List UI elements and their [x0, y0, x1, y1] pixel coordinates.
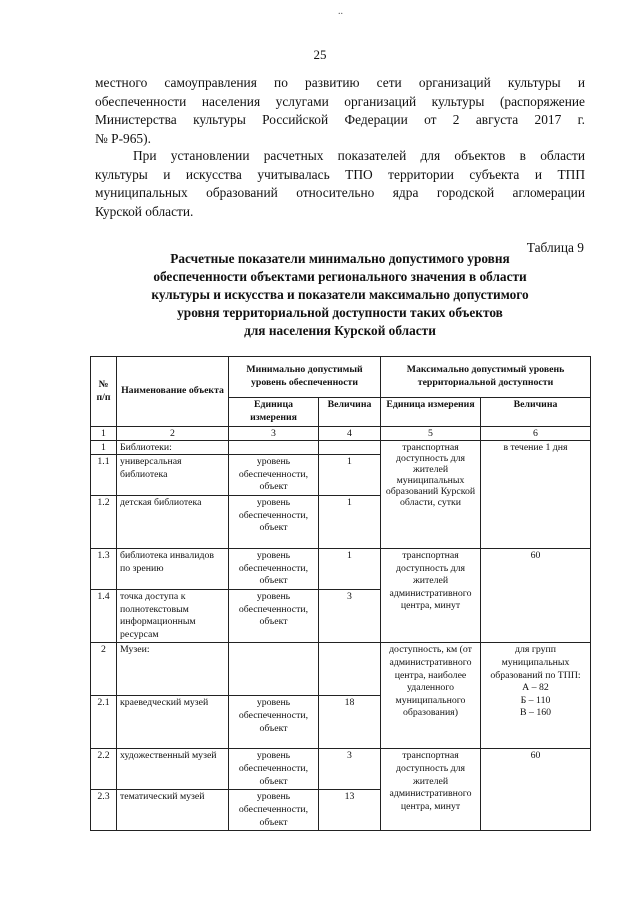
row-value: 3	[319, 590, 381, 643]
row-value-empty	[319, 643, 381, 696]
col-number: 2	[117, 427, 229, 441]
paragraph-2	[95, 147, 585, 221]
museums-access-intro: для групп муниципальных образований по ТПП:	[490, 644, 581, 681]
row-num: 2.1	[91, 696, 117, 749]
table-title-line: уровня территориальной доступности таких объектов	[177, 305, 503, 320]
header-value: Величина	[319, 398, 381, 427]
paragraph-2-line: При установлении расчетных показателей для объектов в области	[133, 148, 585, 163]
row-num: 1.2	[91, 496, 117, 549]
row-unit: уровень обеспеченности, объект	[229, 496, 319, 549]
row-num: 1.1	[91, 455, 117, 496]
col-number: 5	[381, 427, 481, 441]
row-name: библиотека инвалидов по зрению	[117, 549, 229, 590]
museums-access-group-b: Б – 110	[520, 694, 551, 706]
row-value: 1	[319, 496, 381, 549]
row-name: художественный музей	[117, 749, 229, 790]
row-num: 1.4	[91, 590, 117, 643]
libraries-access-unit: транспортная доступность для жителей муниципальных образований Курской области, сутки	[381, 441, 481, 549]
row-name: точка доступа к полнотекстовым информационным ресурсам	[117, 590, 229, 643]
museum-center-access-value: 60	[481, 749, 591, 831]
table-title	[90, 250, 590, 340]
row-unit-empty	[229, 441, 319, 455]
paragraph-2-line: муниципальных образований относительно ядра городской агломерации	[95, 185, 585, 201]
paragraph-1-line: Министерства культуры Российской Федерации от 2 августа 2017 г.	[95, 112, 585, 128]
row-unit-empty	[229, 643, 319, 696]
row-unit: уровень обеспеченности, объект	[229, 549, 319, 590]
row-name: универсальная библиотека	[117, 455, 229, 496]
row-value: 3	[319, 749, 381, 790]
row-unit: уровень обеспеченности, объект	[229, 790, 319, 831]
header-min-group: Минимально допустимый уровень обеспеченности	[229, 357, 381, 398]
row-value: 1	[319, 455, 381, 496]
paragraph-2-line: Курской области.	[95, 203, 194, 219]
indicators-table	[90, 356, 591, 831]
museum-center-access-unit: транспортная доступность для жителей административного центра, минут	[381, 749, 481, 831]
museums-access-group-a: А – 82	[522, 682, 549, 694]
paragraph-1-line: местного самоуправления по развитию сети организаций культуры и	[95, 75, 585, 90]
row-value: 1	[319, 549, 381, 590]
paragraph-1-line: № Р-965).	[95, 130, 151, 146]
row-unit: уровень обеспеченности, объект	[229, 455, 319, 496]
row-num: 2.3	[91, 790, 117, 831]
row-name: Библиотеки:	[117, 441, 229, 455]
row-name: Музеи:	[117, 643, 229, 696]
row-num: 1.3	[91, 549, 117, 590]
header-name: Наименование объекта	[117, 357, 229, 427]
row-value-empty	[319, 441, 381, 455]
header-num: № п/п	[91, 357, 117, 427]
paragraph-1-line: обеспеченности населения услугами организаций культуры (распоряжение	[95, 93, 585, 109]
museums-access-unit: доступность, км (от административного центра, наиболее удаленного муниципального образования)	[381, 643, 481, 749]
header-unit-2: Единица измерения	[381, 398, 481, 427]
row-num: 1	[91, 441, 117, 455]
table-title-line: обеспеченности объектами регионального значения в области	[153, 269, 527, 284]
libraries-access-value: в течение 1 дня	[481, 441, 591, 549]
table-title-line: Расчетные показатели минимально допустимого уровня	[170, 251, 510, 266]
col-number: 6	[481, 427, 591, 441]
library-center-access-unit: транспортная доступность для жителей административного центра, минут	[381, 549, 481, 643]
row-num: 2	[91, 643, 117, 696]
header-dots: ..	[338, 6, 343, 17]
header-value-2: Величина	[481, 398, 591, 427]
table-title-line: культуры и искусства и показатели максимально допустимого	[151, 287, 529, 302]
page-number: 25	[313, 47, 327, 62]
col-number: 3	[229, 427, 319, 441]
row-unit: уровень обеспеченности, объект	[229, 696, 319, 749]
row-name: краеведческий музей	[117, 696, 229, 749]
header-unit: Единица измерения	[229, 398, 319, 427]
row-value: 13	[319, 790, 381, 831]
table-title-line: для населения Курской области	[244, 323, 436, 338]
header-max-group: Максимально допустимый уровень территориальной доступности	[381, 357, 591, 398]
col-number: 1	[91, 427, 117, 441]
row-name: детская библиотека	[117, 496, 229, 549]
row-unit: уровень обеспеченности, объект	[229, 749, 319, 790]
table-label: Таблица 9	[526, 240, 584, 255]
row-num: 2.2	[91, 749, 117, 790]
row-value: 18	[319, 696, 381, 749]
row-name: тематический музей	[117, 790, 229, 831]
museums-access-group-c: В – 160	[519, 707, 552, 719]
row-unit: уровень обеспеченности, объект	[229, 590, 319, 643]
library-center-access-value: 60	[481, 549, 591, 643]
museums-access-value	[481, 643, 591, 749]
col-number: 4	[319, 427, 381, 441]
paragraph-1	[95, 74, 585, 148]
paragraph-2-line: культуры и искусства учитывалась ТПО территории субъекта и ТПП	[95, 166, 585, 182]
